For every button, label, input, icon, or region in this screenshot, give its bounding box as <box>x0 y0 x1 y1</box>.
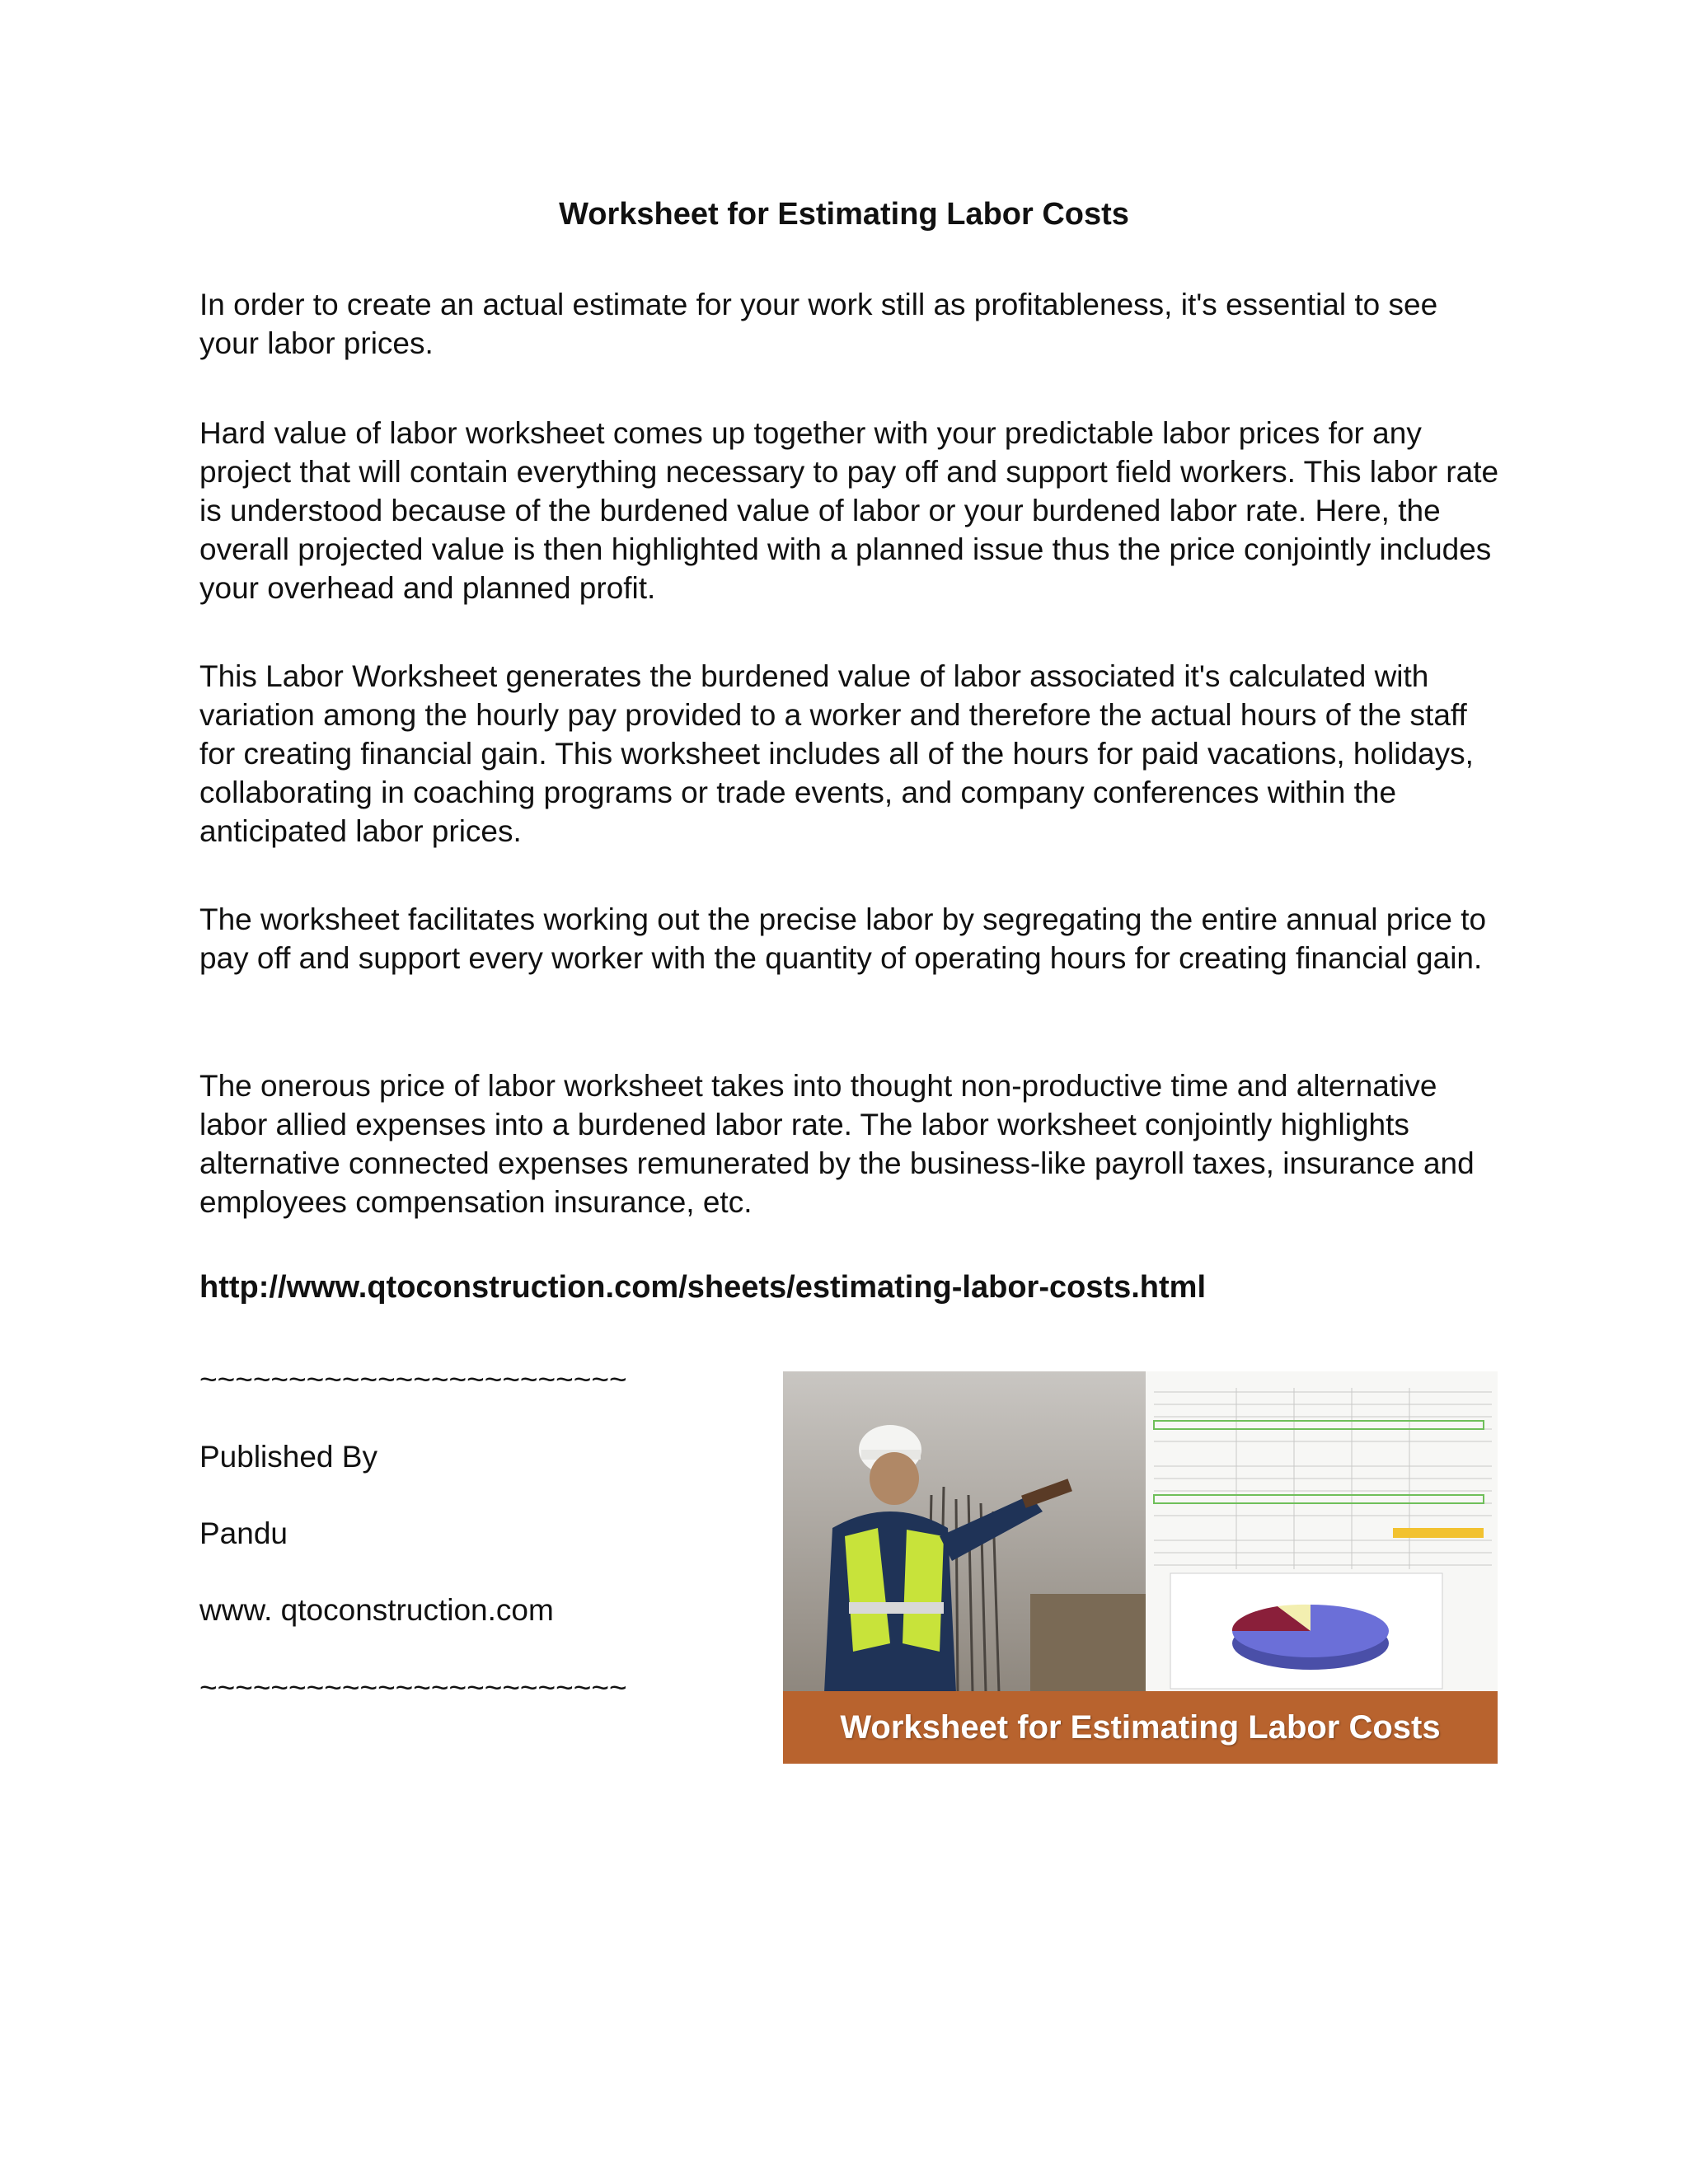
promo-caption: Worksheet for Estimating Labor Costs <box>783 1691 1498 1764</box>
source-link[interactable]: http://www.qtoconstruction.com/sheets/estimating-labor-costs.html <box>199 1270 1207 1305</box>
highlight-cell-yellow <box>1393 1528 1484 1538</box>
onerous-price-paragraph: The onerous price of labor worksheet takes into thought non-productive time and alternative labor allied expenses into a burdened labor rate. The labor worksheet conjointly highlights alternative connected expenses remunerated by the business-like payroll taxes, insurance and employees compensation insurance, etc. <box>199 1069 1475 1219</box>
labor-worksheet-paragraph: This Labor Worksheet generates the burdened value of labor associated it's calculated with variation among the hourly pay provided to a worker and therefore the actual hours of the staff for creating financial gain. This worksheet includes all of the hours for paid vacations, holidays, collaborating in coaching programs or trade events, and company conferences within the anticipated labor prices. <box>199 659 1474 848</box>
promo-image <box>783 1371 1498 1764</box>
published-by-label: Published By <box>199 1440 377 1474</box>
segregation-paragraph: The worksheet facilitates working out the precise labor by segregating the entire annual price to pay off and support every worker with the quantity of operating hours for creating financial gain. <box>199 902 1487 975</box>
separator-bottom: ~~~~~~~~~~~~~~~~~~~~~~~~ <box>199 1671 627 1704</box>
intro-paragraph: In order to create an actual estimate for your work still as profitableness, it's essential to see your labor prices. <box>199 288 1438 360</box>
separator-top: ~~~~~~~~~~~~~~~~~~~~~~~~ <box>199 1362 627 1396</box>
scaffold <box>1030 1594 1146 1693</box>
burdened-rate-paragraph: Hard value of labor worksheet comes up together with your predictable labor prices for any project that will contain everything necessary to pay off and support field workers. This labor rate is understood because of the burdened value of labor or your burdened labor rate. Here, the overall projected value is then highlighted with a planned issue thus the price conjointly includes your overhead and planned profit. <box>199 416 1499 605</box>
document-title: Worksheet for Estimating Labor Costs <box>559 197 1129 232</box>
website-text: www. qtoconstruction.com <box>199 1593 554 1627</box>
author-name: Pandu <box>199 1516 288 1550</box>
pie-chart <box>1232 1605 1389 1670</box>
